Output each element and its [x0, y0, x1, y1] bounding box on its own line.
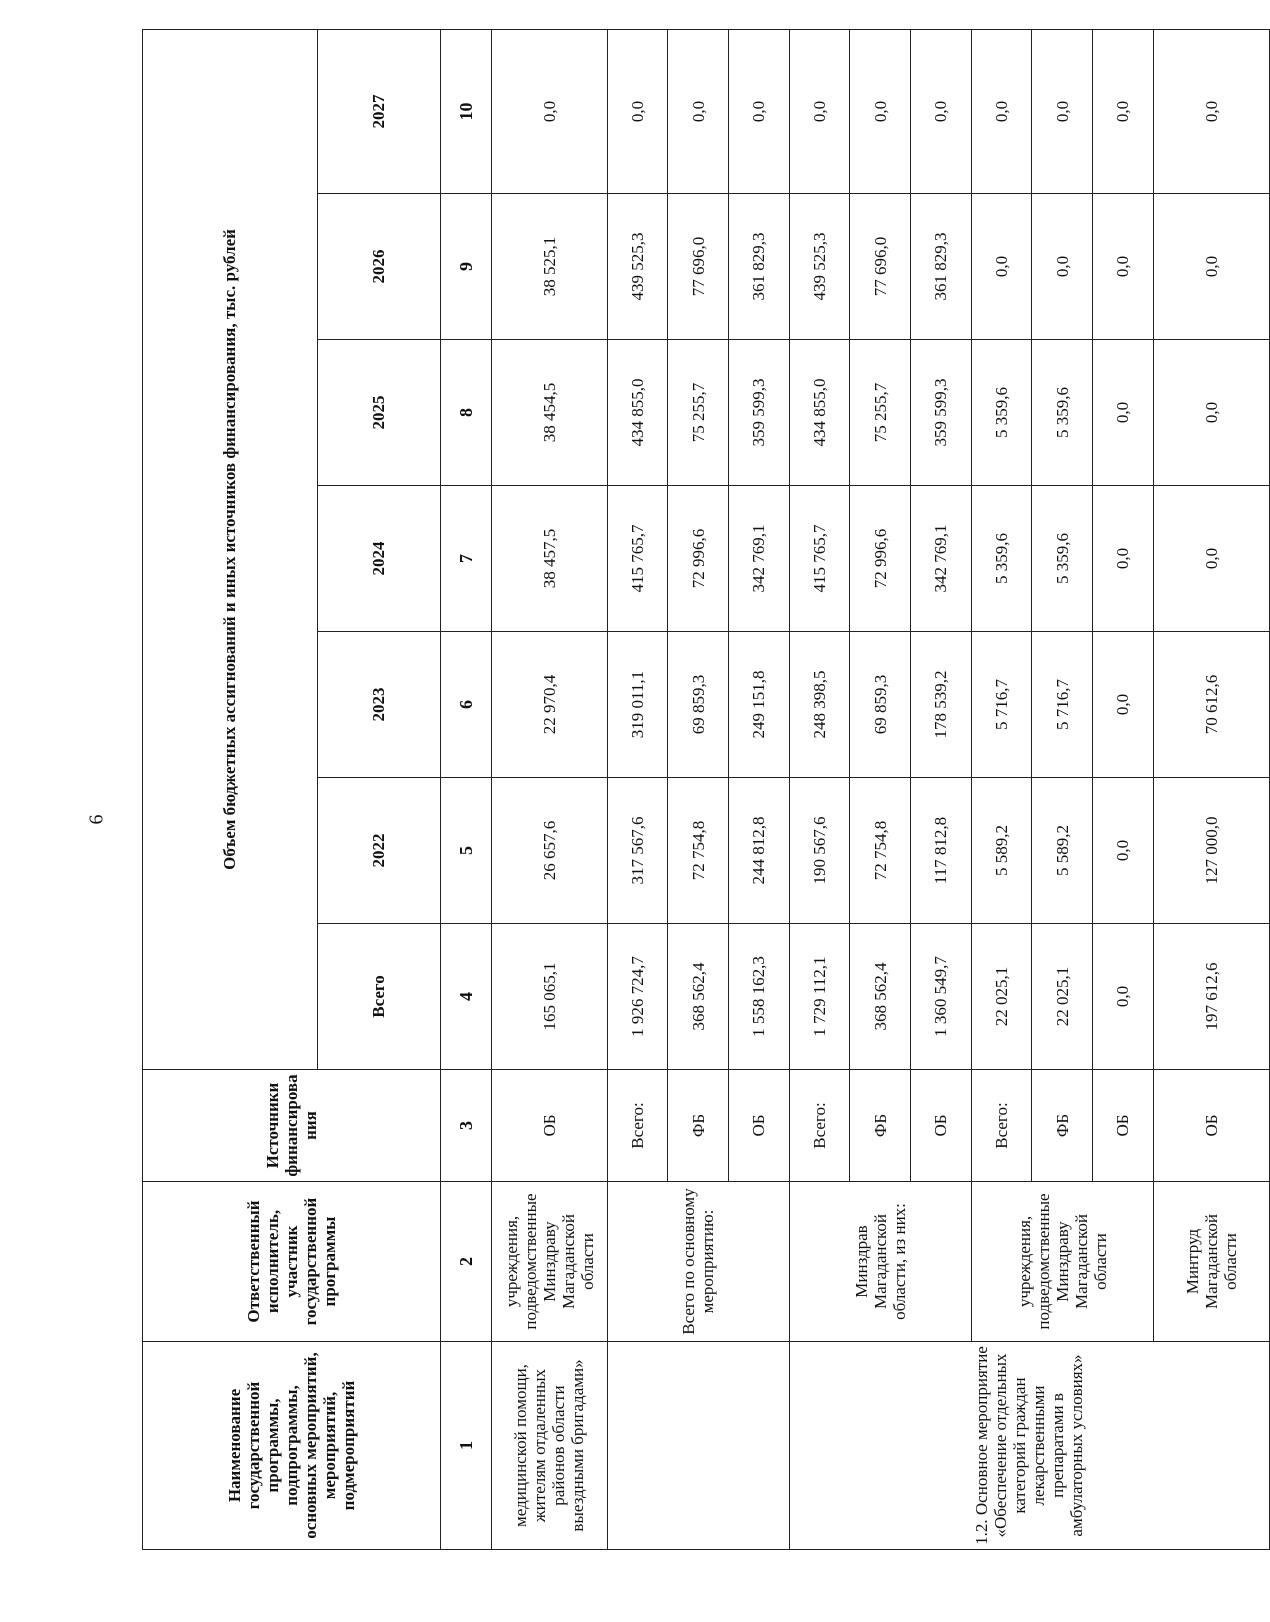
value-cell: 0,0: [1093, 29, 1154, 193]
value-cell: 165 065,1: [491, 924, 607, 1070]
value-cell: 22 970,4: [491, 632, 607, 778]
value-cell: 342 769,1: [729, 486, 790, 632]
header-funding-source: Источники финансирова ния: [143, 1070, 441, 1182]
value-cell: 317 567,6: [607, 778, 668, 924]
column-number: 5: [441, 778, 491, 924]
value-cell: 178 539,2: [911, 632, 972, 778]
value-cell: 0,0: [491, 29, 607, 193]
value-cell: 69 859,3: [668, 632, 729, 778]
value-cell: 1 729 112,1: [789, 924, 850, 1070]
table-row: [789, 29, 850, 1549]
value-cell: 0,0: [1093, 486, 1154, 632]
executor-cell: Всего по основному мероприятию:: [607, 1182, 789, 1342]
executor-cell: Минздрав Магаданской области, из них:: [789, 1182, 971, 1342]
funding-source-cell: ОБ: [491, 1070, 607, 1182]
column-number: 8: [441, 340, 491, 486]
value-cell: 415 765,7: [607, 486, 668, 632]
value-cell: 38 525,1: [491, 194, 607, 340]
value-cell: 244 812,8: [729, 778, 790, 924]
value-cell: 0,0: [1093, 194, 1154, 340]
value-cell: 5 589,2: [1032, 778, 1093, 924]
value-cell: 248 398,5: [789, 632, 850, 778]
value-cell: 434 855,0: [607, 340, 668, 486]
value-cell: 190 567,6: [789, 778, 850, 924]
funding-source-cell: ОБ: [729, 1070, 790, 1182]
value-cell: 361 829,3: [729, 194, 790, 340]
value-cell: 439 525,3: [607, 194, 668, 340]
value-cell: 38 454,5: [491, 340, 607, 486]
value-cell: 0,0: [1093, 340, 1154, 486]
funding-source-cell: ОБ: [1153, 1070, 1269, 1182]
value-cell: 0,0: [1093, 924, 1154, 1070]
value-cell: 5 716,7: [971, 632, 1032, 778]
value-cell: 361 829,3: [911, 194, 972, 340]
funding-source-cell: Всего:: [971, 1070, 1032, 1182]
value-cell: 77 696,0: [850, 194, 911, 340]
executor-cell: Минтруд Магаданской области: [1153, 1182, 1269, 1342]
table-row: [607, 29, 668, 1549]
column-number: 3: [441, 1070, 491, 1182]
column-number: 1: [441, 1342, 491, 1550]
value-cell: 368 562,4: [668, 924, 729, 1070]
value-cell: 0,0: [971, 194, 1032, 340]
value-cell: 434 855,0: [789, 340, 850, 486]
value-cell: 127 000,0: [1153, 778, 1269, 924]
main-event-name: 1.2. Основное мероприятие «Обеспечение отдельных категорий граждан лекарственными препаратами в амбулаторных условиях»: [789, 1342, 1269, 1550]
program-name-cell-empty: [607, 1342, 789, 1550]
header-year: 2026: [317, 194, 440, 340]
value-cell: 359 599,3: [911, 340, 972, 486]
value-cell: 72 996,6: [850, 486, 911, 632]
header-year: 2027: [317, 29, 440, 193]
program-name-cell: медицинской помощи, жителям отдаленных районов области выездными бригадами»: [491, 1342, 607, 1550]
value-cell: 0,0: [850, 29, 911, 193]
value-cell: 0,0: [668, 29, 729, 193]
value-cell: 5 359,6: [971, 340, 1032, 486]
value-cell: 5 359,6: [1032, 340, 1093, 486]
value-cell: 5 716,7: [1032, 632, 1093, 778]
funding-source-cell: ФБ: [668, 1070, 729, 1182]
value-cell: 0,0: [1093, 632, 1154, 778]
executor-cell: учреждения, подведомственные Минздраву Магаданской области: [971, 1182, 1153, 1342]
column-number: 9: [441, 194, 491, 340]
value-cell: 70 612,6: [1153, 632, 1269, 778]
funding-source-cell: Всего:: [607, 1070, 668, 1182]
funding-source-cell: Всего:: [789, 1070, 850, 1182]
header-year: 2024: [317, 486, 440, 632]
table-row: [491, 29, 607, 1549]
value-cell: 22 025,1: [971, 924, 1032, 1070]
header-year: 2023: [317, 632, 440, 778]
header-year: 2025: [317, 340, 440, 486]
column-number-row: [441, 29, 491, 1549]
value-cell: 1 558 162,3: [729, 924, 790, 1070]
value-cell: 439 525,3: [789, 194, 850, 340]
value-cell: 26 657,6: [491, 778, 607, 924]
value-cell: 0,0: [1032, 194, 1093, 340]
value-cell: 75 255,7: [668, 340, 729, 486]
value-cell: 0,0: [607, 29, 668, 193]
executor-cell: учреждения, подведомственные Минздраву Магаданской области: [491, 1182, 607, 1342]
funding-source-cell: ОБ: [911, 1070, 972, 1182]
value-cell: 0,0: [1093, 778, 1154, 924]
value-cell: 69 859,3: [850, 632, 911, 778]
value-cell: 72 996,6: [668, 486, 729, 632]
value-cell: 0,0: [729, 29, 790, 193]
value-cell: 72 754,8: [668, 778, 729, 924]
value-cell: 359 599,3: [729, 340, 790, 486]
column-number: 10: [441, 29, 491, 193]
value-cell: 249 151,8: [729, 632, 790, 778]
value-cell: 1 926 724,7: [607, 924, 668, 1070]
value-cell: 415 765,7: [789, 486, 850, 632]
header-year: Всего: [317, 924, 440, 1070]
value-cell: 0,0: [1032, 29, 1093, 193]
value-cell: 319 011,1: [607, 632, 668, 778]
value-cell: 5 359,6: [1032, 486, 1093, 632]
value-cell: 0,0: [1153, 29, 1269, 193]
value-cell: 197 612,6: [1153, 924, 1269, 1070]
header-executor: Ответственный исполнитель, участник государственной программы: [143, 1182, 441, 1342]
funding-source-cell: ФБ: [850, 1070, 911, 1182]
column-number: 7: [441, 486, 491, 632]
value-cell: 0,0: [1153, 486, 1269, 632]
value-cell: 22 025,1: [1032, 924, 1093, 1070]
funding-source-cell: ФБ: [1032, 1070, 1093, 1182]
value-cell: 342 769,1: [911, 486, 972, 632]
funding-source-cell: ОБ: [1093, 1070, 1154, 1182]
value-cell: 368 562,4: [850, 924, 911, 1070]
value-cell: 75 255,7: [850, 340, 911, 486]
value-cell: 0,0: [1153, 340, 1269, 486]
page-number: 6: [85, 814, 108, 825]
column-number: 2: [441, 1182, 491, 1342]
value-cell: 72 754,8: [850, 778, 911, 924]
header-funding-volume: Объем бюджетных ассигнований и иных источников финансирования, тыс. рублей: [143, 29, 318, 1069]
table-container: [142, 30, 1270, 1550]
column-number: 4: [441, 924, 491, 1070]
value-cell: 77 696,0: [668, 194, 729, 340]
value-cell: 5 359,6: [971, 486, 1032, 632]
header-year: 2022: [317, 778, 440, 924]
column-number: 6: [441, 632, 491, 778]
value-cell: 5 589,2: [971, 778, 1032, 924]
value-cell: 1 360 549,7: [911, 924, 972, 1070]
value-cell: 117 812,8: [911, 778, 972, 924]
value-cell: 0,0: [911, 29, 972, 193]
value-cell: 38 457,5: [491, 486, 607, 632]
value-cell: 0,0: [1153, 194, 1269, 340]
value-cell: 0,0: [789, 29, 850, 193]
table-row: [1153, 29, 1269, 1549]
table-row: [971, 29, 1032, 1549]
value-cell: 0,0: [971, 29, 1032, 193]
header-program-name: Наименование государственной программы, подпрограммы, основных мероприятий, мероприятий, подмероприятий: [143, 1342, 441, 1550]
funding-table: [142, 29, 1270, 1550]
